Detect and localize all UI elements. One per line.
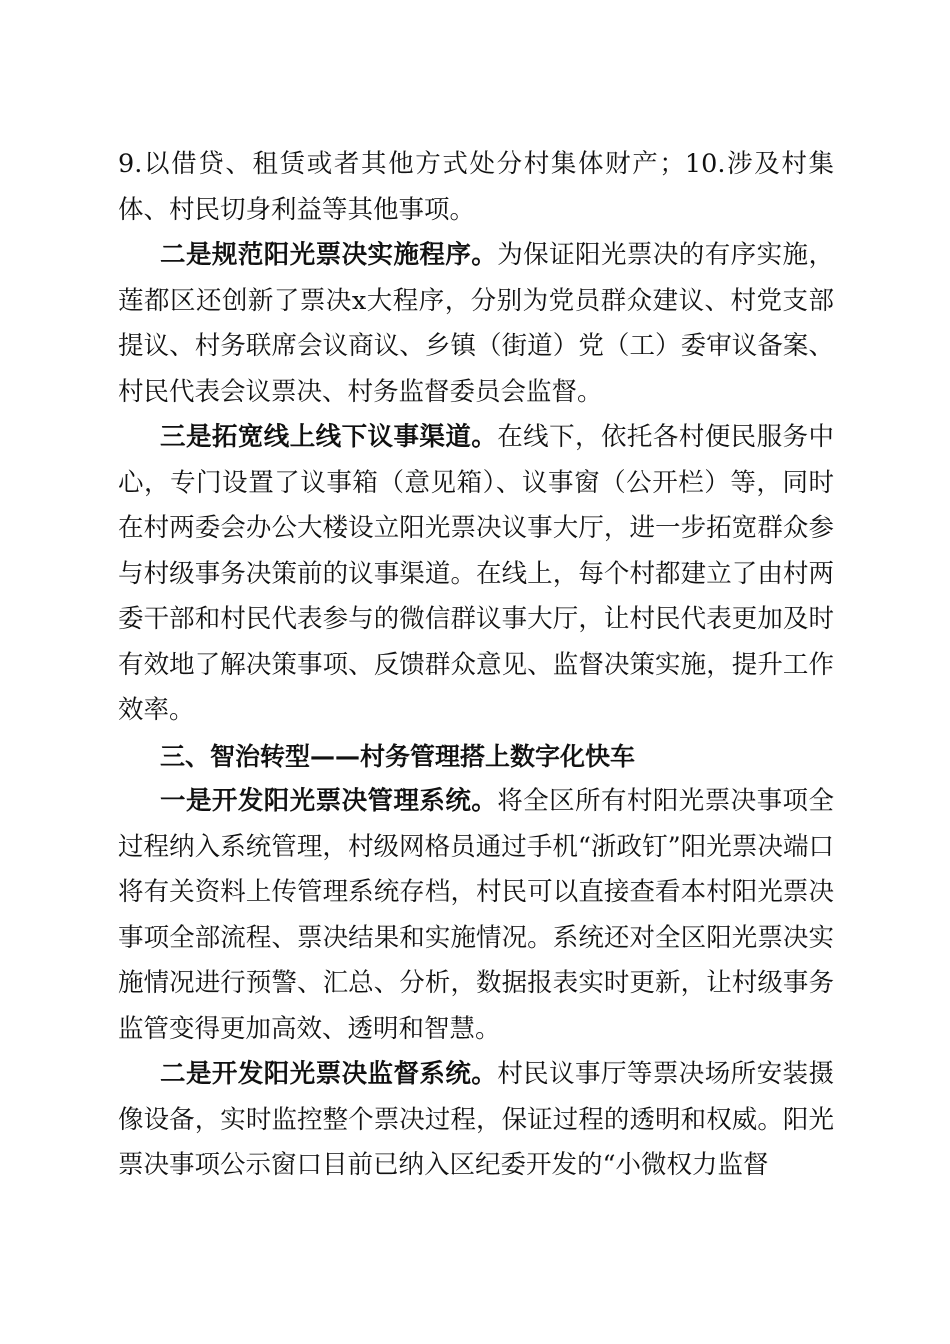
paragraph-4-text: 将全区所有村阳光票决事项全过程纳入系统管理，村级网格员通过手机“浙政钉”阳光票决端口将有关资料上传管理系统存档，村民可以直接查看本村阳光票决事项全部流程、票决结果和实施情况。系统还对全区阳光票决实施情况进行预警、汇总、分析，数据报表实时更新，让村级事务监管变得更加高效、透明和智慧。 <box>118 786 834 1044</box>
paragraph-2-text: 为保证阳光票决的有序实施，莲都区还创新了票决x大程序，分别为党员群众建议、村党支部提议、村务联席会议商议、乡镇（街道）党（工）委审议备案、村民代表会议票决、村务监督委员会监督。 <box>118 240 834 407</box>
paragraph-1 <box>118 142 834 233</box>
paragraph-4-lead: 一是开发阳光票决管理系统。 <box>160 786 498 816</box>
paragraph-3-lead: 三是拓宽线上线下议事渠道。 <box>160 422 498 452</box>
paragraph-3 <box>118 415 834 734</box>
paragraph-2 <box>118 233 834 415</box>
paragraph-4 <box>118 779 834 1052</box>
paragraph-1-text: 9.以借贷、租赁或者其他方式处分村集体财产；10.涉及村集体、村民切身利益等其他事项。 <box>118 149 834 225</box>
paragraph-3-text: 在线下，依托各村便民服务中心，专门设置了议事箱（意见箱）、议事窗（公开栏）等，同时在村两委会办公大楼设立阳光票决议事大厅，进一步拓宽群众参与村级事务决策前的议事渠道。在线上，每个村都建立了由村两委干部和村民代表参与的微信群议事大厅，让村民代表更加及时有效地了解决策事项、反馈群众意见、监督决策实施，提升工作效率。 <box>118 422 834 725</box>
paragraph-5-lead: 二是开发阳光票决监督系统。 <box>160 1059 498 1089</box>
document-page <box>118 142 834 1189</box>
paragraph-5 <box>118 1052 834 1189</box>
paragraph-2-lead: 二是规范阳光票决实施程序。 <box>160 240 498 270</box>
paragraph-5-text: 村民议事厅等票决场所安装摄像设备，实时监控整个票决过程，保证过程的透明和权威。阳光票决事项公示窗口目前已纳入区纪委开发的“小微权力监督 <box>118 1059 834 1180</box>
section-heading: 三、智治转型——村务管理搭上数字化快车 <box>160 741 636 771</box>
